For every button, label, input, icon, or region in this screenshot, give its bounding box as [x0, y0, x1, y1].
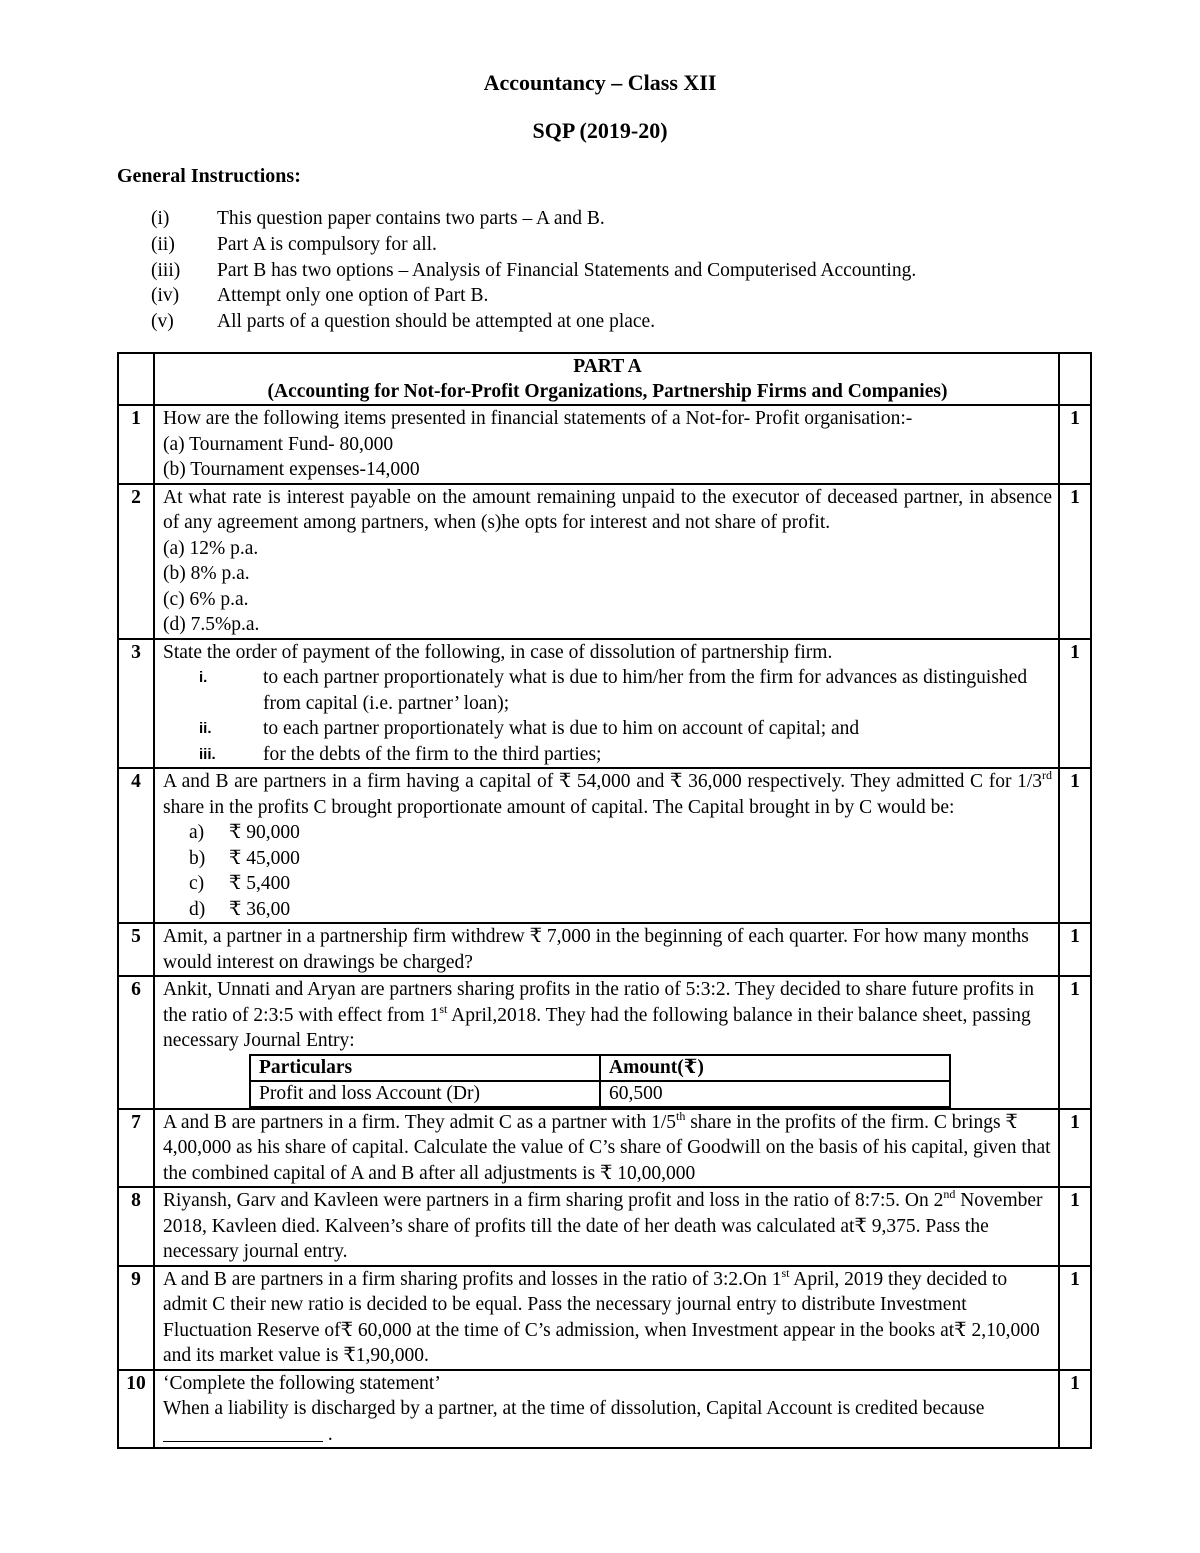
option-letter: b): [189, 847, 206, 869]
question-marks: 1: [1059, 1109, 1091, 1188]
roman-numeral: iii.: [199, 745, 216, 763]
part-title: PART A: [573, 356, 642, 377]
question-marks: 1: [1059, 1370, 1091, 1449]
option-text: ₹ 90,000: [229, 822, 300, 843]
option-a: (a) 12% p.a.: [163, 537, 259, 559]
question-row: [118, 768, 1091, 923]
balance-table-row: [250, 1081, 950, 1107]
option-text: ₹ 5,400: [229, 873, 291, 894]
question-number: 1: [118, 405, 154, 484]
option-text: ₹ 36,00: [229, 898, 291, 920]
option-item: [163, 897, 1052, 923]
instruction-number: (ii): [151, 233, 175, 255]
particulars-cell: Profit and loss Account (Dr): [250, 1081, 600, 1107]
question-row: [118, 923, 1091, 976]
empty-cell: [118, 353, 154, 405]
question-text: [163, 769, 1052, 820]
question-number: 7: [118, 1109, 154, 1188]
question-text: [163, 1110, 1052, 1187]
question-number: 10: [118, 1370, 154, 1449]
document-subtitle: SQP (2019-20): [532, 118, 668, 143]
part-header: [154, 353, 1059, 405]
question-body: [154, 484, 1059, 639]
part-subtitle: (Accounting for Not-for-Profit Organizations, Partnership Firms and Companies): [267, 381, 948, 402]
column-header-amount: Amount(₹): [600, 1055, 950, 1081]
question-text-part: When a liability is discharged by a partner, at the time of dissolution, Capital Account is credited because: [163, 1398, 985, 1419]
instruction-text: This question paper contains two parts – A and B.: [217, 208, 605, 229]
question-row: [118, 976, 1091, 1109]
instruction-number: (i): [151, 208, 170, 229]
question-body: [154, 976, 1059, 1109]
question-marks: 1: [1059, 484, 1091, 639]
question-text-part: A and B are partners in a firm having a capital of ₹ 54,000 and ₹ 36,000 respectively. They admitted C for 1/3: [163, 771, 1042, 792]
question-text-part: A and B are partners in a firm. They admit C as a partner with 1/5: [163, 1111, 676, 1133]
question-text: [163, 1188, 1052, 1265]
option-letter: c): [189, 873, 205, 894]
question-text: At what rate is interest payable on the amount remaining unpaid to the executor of deceased partner, in absence of any agreement among partners, when (s)he opts for interest and not share of profit.: [163, 486, 1052, 533]
question-marks: 1: [1059, 976, 1091, 1109]
question-body: [154, 768, 1059, 923]
question-text: How are the following items presented in financial statements of a Not-for- Profit organisation:-: [163, 408, 913, 429]
option-item: [163, 820, 1052, 846]
question-text-part: share in the profits C brought proportionate amount of capital. The Capital brought in by C would be:: [163, 796, 955, 818]
instruction-number: (iv): [151, 285, 180, 307]
option-letter: d): [189, 898, 206, 920]
option-c: (c) 6% p.a.: [163, 588, 249, 610]
roman-numeral: ii.: [199, 720, 212, 737]
question-row: [118, 484, 1091, 639]
question-body: [154, 1266, 1059, 1370]
instruction-text: Part A is compulsory for all.: [217, 233, 437, 255]
question-marks: 1: [1059, 1266, 1091, 1370]
balance-table: [249, 1054, 951, 1108]
part-header-row: [118, 353, 1091, 405]
question-marks: 1: [1059, 405, 1091, 484]
question-number: 4: [118, 768, 154, 923]
question-instruction: ‘Complete the following statement’: [163, 1372, 441, 1394]
question-body: [154, 639, 1059, 769]
question-row: [118, 1187, 1091, 1266]
question-text: Amit, a partner in a partnership firm withdrew ₹ 7,000 in the beginning of each quarter. For how many months would interest on drawings be charged?: [163, 926, 1029, 973]
question-body: [154, 1370, 1059, 1449]
question-text: State the order of payment of the following, in case of dissolution of partnership firm.: [163, 641, 833, 663]
instructions-heading: General Instructions:: [117, 165, 301, 187]
question-marks: 1: [1059, 1187, 1091, 1266]
instruction-number: (iii): [151, 259, 181, 281]
question-body: [154, 1187, 1059, 1266]
document-title: Accountancy – Class XII: [483, 70, 717, 95]
question-number: 8: [118, 1187, 154, 1266]
empty-cell: [1059, 353, 1091, 405]
question-text-part: November 2018, Kavleen died. Kalveen’s share of profits till the date of her death was calculated at₹ 9,375. Pass the necessary journal entry.: [163, 1190, 1043, 1262]
option-d: (d) 7.5%p.a.: [163, 614, 260, 635]
question-row: [118, 1370, 1091, 1449]
question-text-part: Ankit, Unnati and Aryan are partners sharing profits in the ratio of 5:3:2. They decided to share future profits in the ratio of 2:3:5 with effect from 1: [163, 979, 1034, 1026]
question-body: [154, 923, 1059, 976]
question-marks: 1: [1059, 639, 1091, 769]
ordered-item-text: to each partner proportionately what is due to him/her from the firm for advances as distinguished from capital (i.e. partner’ loan);: [263, 667, 1028, 714]
balance-table-header: [250, 1055, 950, 1081]
column-header-particulars: Particulars: [250, 1055, 600, 1081]
questions-table: [117, 352, 1092, 1449]
question-number: 5: [118, 923, 154, 976]
question-row: [118, 1109, 1091, 1188]
question-row: [118, 639, 1091, 769]
ordinal-suffix: nd: [943, 1187, 956, 1201]
question-body: [154, 1109, 1059, 1188]
option-text: ₹ 45,000: [229, 847, 300, 869]
ordered-item-text: to each partner proportionately what is due to him on account of capital; and: [263, 718, 860, 739]
ordered-item: [163, 742, 1052, 768]
question-text: [163, 977, 1052, 1054]
instruction-text: All parts of a question should be attempted at one place.: [217, 311, 656, 333]
question-body: [154, 405, 1059, 484]
question-text-part: April,2018. They had the following balance in their balance sheet, passing necessary Journal Entry:: [163, 1004, 1031, 1051]
question-text: [163, 1396, 1052, 1447]
question-marks: 1: [1059, 923, 1091, 976]
ordered-item: [163, 665, 1052, 716]
option-b: (b) 8% p.a.: [163, 563, 250, 584]
question-text: [163, 1267, 1052, 1369]
question-text-part: .: [323, 1423, 333, 1445]
question-text-part: Riyansh, Garv and Kavleen were partners in a firm sharing profit and loss in the ratio of 8:7:5. On 2: [163, 1190, 944, 1211]
instruction-number: (v): [151, 311, 174, 333]
question-part-b: (b) Tournament expenses-14,000: [163, 459, 420, 480]
question-text-part: A and B are partners in a firm sharing profits and losses in the ratio of 3:2.On 1: [163, 1268, 782, 1290]
ordinal-suffix: st: [781, 1265, 790, 1280]
ordered-item: [163, 716, 1052, 742]
question-number: 3: [118, 639, 154, 769]
question-part-a: (a) Tournament Fund- 80,000: [163, 433, 394, 455]
ordered-item-text: for the debts of the firm to the third parties;: [263, 743, 602, 765]
question-marks: 1: [1059, 768, 1091, 923]
answer-blank: [163, 1423, 323, 1442]
question-row: [118, 405, 1091, 484]
question-text-part: April, 2019 they decided to admit C their new ratio is decided to be equal. Pass the necessary journal entry to distribute Investment Fluctuation Reserve of₹ 60,000 at the time of C’s admission, when Investment appear in the books at₹ 2,10,000 and its market value is ₹1,90,000.: [163, 1268, 1040, 1366]
amount-cell: 60,500: [600, 1081, 950, 1107]
instruction-text: Attempt only one option of Part B.: [217, 285, 489, 307]
question-text-part: share in the profits of the firm. C brings ₹ 4,00,000 as his share of capital. Calculate the value of C’s share of Goodwill on the basis of his capital, given that the combined capital of A and B after all adjustments is ₹ 10,00,000: [163, 1111, 1051, 1184]
option-item: [163, 846, 1052, 872]
option-letter: a): [189, 822, 205, 843]
ordinal-suffix: st: [439, 1001, 448, 1016]
option-item: [163, 871, 1052, 897]
question-number: 9: [118, 1266, 154, 1370]
ordinal-suffix: rd: [1042, 768, 1052, 782]
question-number: 2: [118, 484, 154, 639]
ordinal-suffix: th: [676, 1108, 686, 1123]
question-number: 6: [118, 976, 154, 1109]
roman-numeral: i.: [199, 669, 208, 686]
question-row: [118, 1266, 1091, 1370]
instruction-text: Part B has two options – Analysis of Financial Statements and Computerised Accounting.: [217, 259, 917, 281]
